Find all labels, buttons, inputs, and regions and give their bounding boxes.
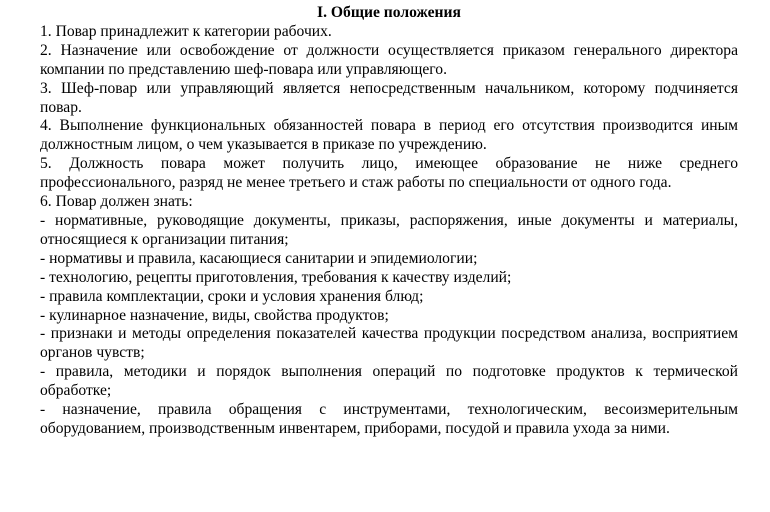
list-item: - нормативные, руководящие документы, приказы, распоряжения, иные документы и материалы, относящиеся к организации питания; (40, 211, 738, 248)
paragraph-2: 2. Назначение или освобождение от должности осуществляется приказом генерального директора компании по представлению шеф-повара или управляющего. (40, 41, 738, 78)
section-heading: I. Общие положения (317, 4, 461, 21)
paragraph-6: 6. Повар должен знать: (40, 193, 193, 211)
list-item: - правила комплектации, сроки и условия хранения блюд; (40, 287, 424, 305)
paragraph-4: 4. Выполнение функциональных обязанностей повара в период его отсутствия производится иным должностным лицом, о чем указывается в приказе по учреждению. (40, 117, 738, 154)
list-item: - назначение, правила обращения с инструментами, технологическим, весоизмерительным оборудованием, производственным инвентарем, приборами, посудой и правила ухода за ними. (40, 401, 738, 437)
paragraph-3: 3. Шеф-повар или управляющий является непосредственным начальником, которому подчиняется повар. (40, 79, 738, 116)
paragraph-1: 1. Повар принадлежит к категории рабочих. (40, 22, 332, 40)
list-item: - кулинарное назначение, виды, свойства продуктов; (40, 306, 389, 324)
list-item: - правила, методики и порядок выполнения операций по подготовке продуктов к термической обработке; (40, 363, 738, 400)
paragraph-5: 5. Должность повара может получить лицо, имеющее образование не ниже среднего профессионального, разряд не менее третьего и стаж работы по специальности от одного года. (40, 155, 738, 192)
list-item: - признаки и методы определения показателей качества продукции посредством анализа, восприятием органов чувств; (40, 325, 738, 362)
list-item: - технологию, рецепты приготовления, требования к качеству изделий; (40, 268, 512, 286)
list-item: - нормативы и правила, касающиеся санитарии и эпидемиологии; (40, 249, 478, 267)
